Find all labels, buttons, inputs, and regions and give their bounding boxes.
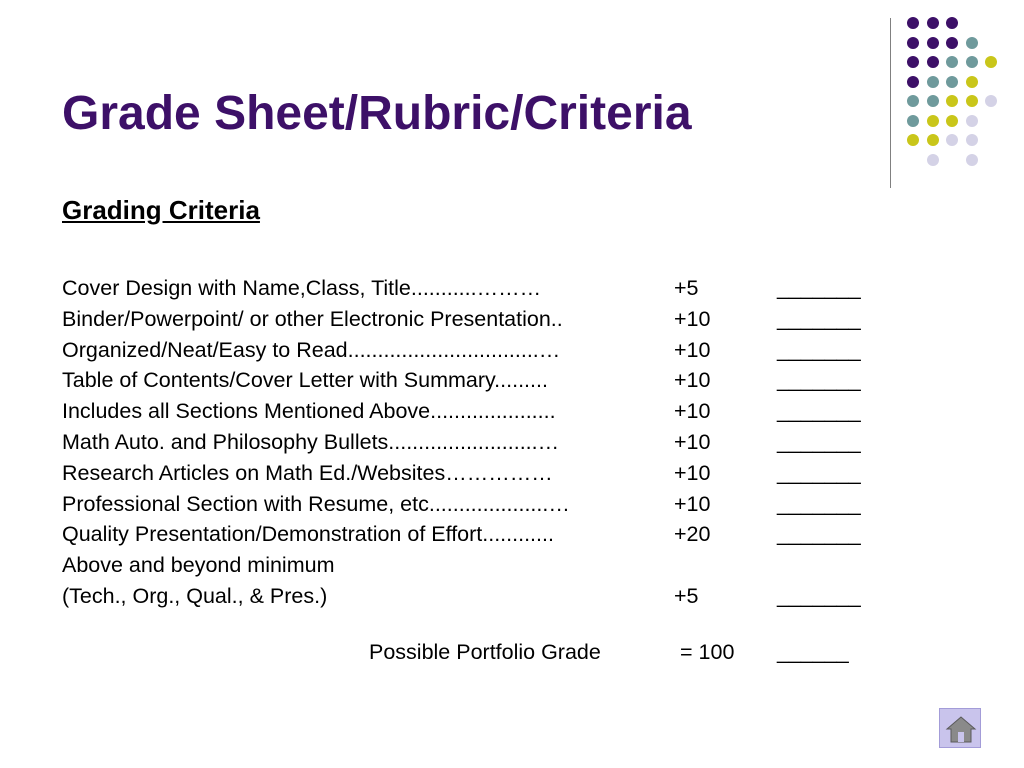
decorative-dot bbox=[907, 37, 919, 49]
criteria-score-blank: _______ bbox=[777, 429, 861, 454]
criteria-row bbox=[62, 553, 922, 584]
criteria-label: Research Articles on Math Ed./Websites…………… bbox=[62, 460, 553, 485]
criteria-row bbox=[62, 584, 922, 615]
criteria-row bbox=[62, 430, 922, 461]
criteria-row bbox=[62, 399, 922, 430]
criteria-label: Cover Design with Name,Class, Title...........……… bbox=[62, 276, 542, 300]
criteria-score-blank: _______ bbox=[777, 368, 861, 393]
criteria-points: +10 bbox=[674, 429, 711, 454]
decorative-dot bbox=[966, 95, 978, 107]
decorative-dot bbox=[966, 115, 978, 127]
criteria-row bbox=[62, 522, 922, 553]
decorative-dot bbox=[907, 115, 919, 127]
criteria-score-blank: _______ bbox=[777, 337, 861, 362]
criteria-score-blank: _______ bbox=[777, 491, 861, 516]
decorative-dot bbox=[927, 37, 939, 49]
criteria-label: Professional Section with Resume, etc....................… bbox=[62, 491, 570, 516]
criteria-label: Table of Contents/Cover Letter with Summary......... bbox=[62, 368, 548, 393]
criteria-points: +5 bbox=[674, 276, 699, 300]
decorative-dot bbox=[927, 115, 939, 127]
criteria-row bbox=[62, 368, 922, 399]
decorative-dot bbox=[927, 76, 939, 88]
home-icon bbox=[944, 712, 978, 746]
criteria-points: +10 bbox=[674, 306, 711, 331]
divider-line bbox=[890, 18, 891, 188]
decorative-dot bbox=[985, 95, 997, 107]
criteria-label: Above and beyond minimum bbox=[62, 553, 335, 578]
decorative-dot bbox=[907, 56, 919, 68]
decorative-dot bbox=[946, 37, 958, 49]
criteria-score-blank: _______ bbox=[777, 583, 861, 608]
criteria-score-blank: _______ bbox=[777, 306, 861, 331]
decorative-dot bbox=[927, 154, 939, 166]
decorative-dot bbox=[927, 17, 939, 29]
decorative-dot bbox=[966, 56, 978, 68]
criteria-row bbox=[62, 307, 922, 338]
criteria-row bbox=[62, 276, 922, 307]
grading-criteria-heading: Grading Criteria bbox=[62, 195, 260, 225]
decorative-dot bbox=[946, 95, 958, 107]
criteria-label: Quality Presentation/Demonstration of Effort............ bbox=[62, 522, 554, 547]
decorative-dot bbox=[985, 56, 997, 68]
decorative-dot bbox=[907, 17, 919, 29]
total-blank: ______ bbox=[777, 640, 849, 664]
slide-title: Grade Sheet/Rubric/Criteria bbox=[62, 87, 692, 140]
home-button[interactable] bbox=[939, 708, 981, 748]
decorative-dot bbox=[946, 17, 958, 29]
decorative-dot-grid bbox=[907, 17, 1007, 167]
total-label: Possible Portfolio Grade bbox=[369, 640, 601, 664]
criteria-label: Binder/Powerpoint/ or other Electronic Presentation.. bbox=[62, 306, 563, 331]
decorative-dot bbox=[927, 56, 939, 68]
criteria-row bbox=[62, 492, 922, 523]
criteria-score-blank: _______ bbox=[777, 460, 861, 485]
criteria-score-blank: _______ bbox=[777, 399, 861, 424]
total-row bbox=[0, 640, 1024, 670]
criteria-score-blank: _______ bbox=[777, 276, 861, 300]
criteria-points: +10 bbox=[674, 337, 711, 362]
decorative-dot bbox=[946, 134, 958, 146]
criteria-points: +10 bbox=[674, 491, 711, 516]
decorative-dot bbox=[966, 134, 978, 146]
decorative-dot bbox=[966, 76, 978, 88]
total-value: = 100 bbox=[680, 640, 735, 664]
decorative-dot bbox=[907, 134, 919, 146]
decorative-dot bbox=[907, 95, 919, 107]
decorative-dot bbox=[966, 37, 978, 49]
criteria-points: +10 bbox=[674, 460, 711, 485]
decorative-dot bbox=[927, 95, 939, 107]
criteria-row bbox=[62, 461, 922, 492]
decorative-dot bbox=[946, 56, 958, 68]
criteria-points: +10 bbox=[674, 399, 711, 424]
criteria-points: +10 bbox=[674, 368, 711, 393]
decorative-dot bbox=[946, 115, 958, 127]
decorative-dot bbox=[966, 154, 978, 166]
criteria-row bbox=[62, 338, 922, 369]
criteria-label: Math Auto. and Philosophy Bullets.........................… bbox=[62, 429, 560, 454]
decorative-dot bbox=[946, 76, 958, 88]
decorative-dot bbox=[907, 76, 919, 88]
criteria-score-blank: _______ bbox=[777, 522, 861, 547]
criteria-label: (Tech., Org., Qual., & Pres.) bbox=[62, 583, 328, 608]
criteria-label: Includes all Sections Mentioned Above..................... bbox=[62, 399, 556, 424]
criteria-points: +5 bbox=[674, 583, 699, 608]
decorative-dot bbox=[927, 134, 939, 146]
criteria-label: Organized/Neat/Easy to Read................................… bbox=[62, 337, 561, 362]
criteria-list bbox=[62, 276, 922, 615]
criteria-points: +20 bbox=[674, 522, 711, 547]
